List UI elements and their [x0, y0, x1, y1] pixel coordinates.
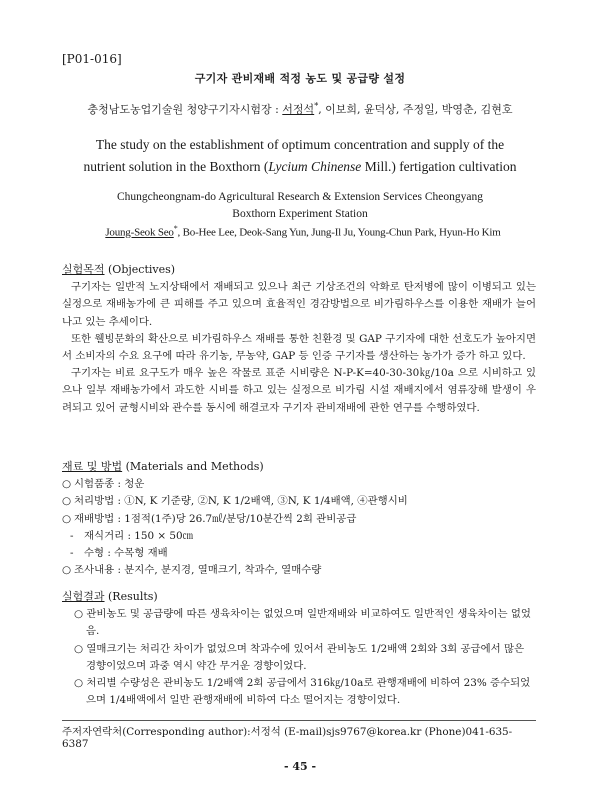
bullet-icon: ○	[62, 495, 72, 508]
corresponding-author-contact: 주저자연락처(Corresponding author):서정석 (E-mail)sjs9767@korea.kr (Phone)041-635-6387	[62, 726, 513, 750]
footer-divider	[62, 720, 536, 721]
english-affiliation-line-1: Chungcheongnam-do Agricultural Research & Extension Services Cheongyang	[117, 191, 483, 203]
results-item	[62, 675, 536, 709]
objectives-section	[62, 261, 536, 417]
results-item-text: 열매크기는 처리간 차이가 없었으며 착과수에 있어서 관비농도 1/2배액 2회와 3회 공급에서 많은 경향이었으며 과중 역시 약간 무거운 경향이었다.	[86, 642, 525, 672]
english-title-line-2-end: Mill.) fertigation cultivation	[361, 159, 517, 174]
bullet-icon: ○	[62, 564, 72, 577]
bullet-icon: ○	[74, 608, 84, 621]
korean-title: 구기자 관비재배 적정 농도 및 공급량 설정	[194, 72, 406, 85]
methods-subitem-text: 재식거리 : 150 × 50㎝	[84, 529, 194, 542]
korean-coauthors: , 이보희, 윤덕상, 주정일, 박영춘, 김현호	[318, 103, 513, 116]
methods-item	[62, 476, 536, 493]
results-heading-en: (Results)	[104, 590, 158, 603]
korean-corresponding-mark: *	[314, 101, 319, 111]
methods-heading-en: (Materials and Methods)	[122, 460, 264, 473]
english-affiliation-line-2: Boxthorn Experiment Station	[232, 208, 368, 220]
english-title	[60, 134, 540, 178]
methods-heading	[62, 458, 536, 475]
results-item-text: 관비농도 및 공급량에 따른 생육차이는 없었으며 일반재배와 비교하여도 일반적인 생육차이는 없었음.	[86, 608, 531, 638]
results-heading	[62, 588, 536, 605]
methods-item-text: 조사내용 : 분지수, 분지경, 열매크기, 착과수, 열매수량	[74, 564, 322, 577]
bullet-icon: ○	[62, 512, 72, 525]
dash-icon: -	[70, 529, 74, 542]
results-item	[62, 641, 536, 675]
methods-heading-kr: 재료 및 방법	[62, 460, 123, 473]
results-heading-kr: 실험결과	[62, 590, 105, 603]
methods-item-text: 처리방법 : ①N, K 기준량, ②N, K 1/2배액, ③N, K 1/4배액, ④관행시비	[74, 495, 408, 508]
english-title-species: Lycium Chinense	[268, 159, 362, 174]
methods-subitem	[62, 545, 536, 562]
objectives-paragraph-2: 또한 웰빙문화의 확산으로 비가림하우스 재배를 통한 친환경 및 GAP 구기자에 대한 선호도가 높아지면서 소비자의 수요 요구에 따라 유기농, 무농약, GAP 등 인증 구기자를 생산하는 농가가 증가 하고 있다.	[62, 332, 536, 363]
dash-icon: -	[70, 547, 74, 560]
bullet-icon: ○	[74, 677, 84, 690]
english-authors	[58, 224, 548, 239]
english-corresponding-author: Joung-Seok Seo	[105, 226, 174, 239]
results-item-text: 처리별 수량성은 관비농도 1/2배액 2회 공급에서 316㎏/10a로 관행재배에 비하여 23% 증수되었으며 1/4배액에서 일반 관행재배에 비하여 다소 떨어지는 경향이었다.	[86, 677, 531, 707]
korean-affiliation: 충청남도농업기술원 청양구기자시험장 :	[87, 103, 283, 116]
objectives-paragraph-1: 구기자는 일반적 노지상태에서 재배되고 있으나 최근 기상조건의 악화로 탄저병에 많이 이병되고 있는 실정으로 재배농가에 큰 피해를 주고 있으며 효율적인 경감방법으로 비가림하우스를 이용한 재배가 늘어나고 있는 추세이다.	[62, 281, 536, 328]
results-item	[62, 606, 536, 640]
poster-code: [P01-016]	[62, 52, 122, 66]
methods-item	[62, 562, 536, 579]
bullet-icon: ○	[62, 478, 72, 491]
objectives-heading	[62, 261, 536, 278]
english-title-line-1: The study on the establishment of optimum concentration and supply of the	[95, 137, 505, 152]
english-title-line-2	[60, 156, 540, 178]
page-number: - 45 -	[283, 760, 317, 773]
methods-section	[62, 458, 536, 579]
methods-subitem-text: 수형 : 수목형 재배	[84, 547, 168, 560]
methods-item-text: 재배방법 : 1점적(1주)당 26.7㎖/분당/10분간씩 2회 관비공급	[74, 512, 357, 525]
methods-subitem	[62, 528, 536, 545]
methods-item-text: 시험품종 : 청운	[74, 478, 145, 491]
objectives-heading-kr: 실험목적	[62, 263, 105, 276]
korean-authors	[0, 101, 600, 117]
objectives-heading-en: (Objectives)	[104, 263, 176, 276]
results-section	[62, 588, 536, 709]
methods-item	[62, 493, 536, 510]
english-corresponding-mark: *	[173, 224, 178, 233]
korean-corresponding-author: 서정석	[282, 103, 315, 116]
objectives-paragraph-3: 구기자는 비료 요구도가 매우 높은 작물로 표준 시비량은 N-P-K=40-30-30㎏/10a 으로 시비하고 있으나 일부 재배농가에서 과도한 시비를 하고 있는 실정으로 비가림 시설 재배지에서 염류장해 발생이 우려되고 있어 균형시비와 관수를 동시에 해결코자 구기자 관비재배에 관한 연구를 수행하였다.	[62, 367, 536, 414]
english-title-line-2-start: nutrient solution in the Boxthorn (	[83, 159, 269, 174]
methods-item	[62, 511, 536, 528]
english-affiliation	[60, 189, 540, 223]
english-coauthors: , Bo-Hee Lee, Deok-Sang Yun, Jung-Il Ju, Young-Chun Park, Hyun-Ho Kim	[177, 226, 501, 239]
bullet-icon: ○	[74, 642, 84, 655]
